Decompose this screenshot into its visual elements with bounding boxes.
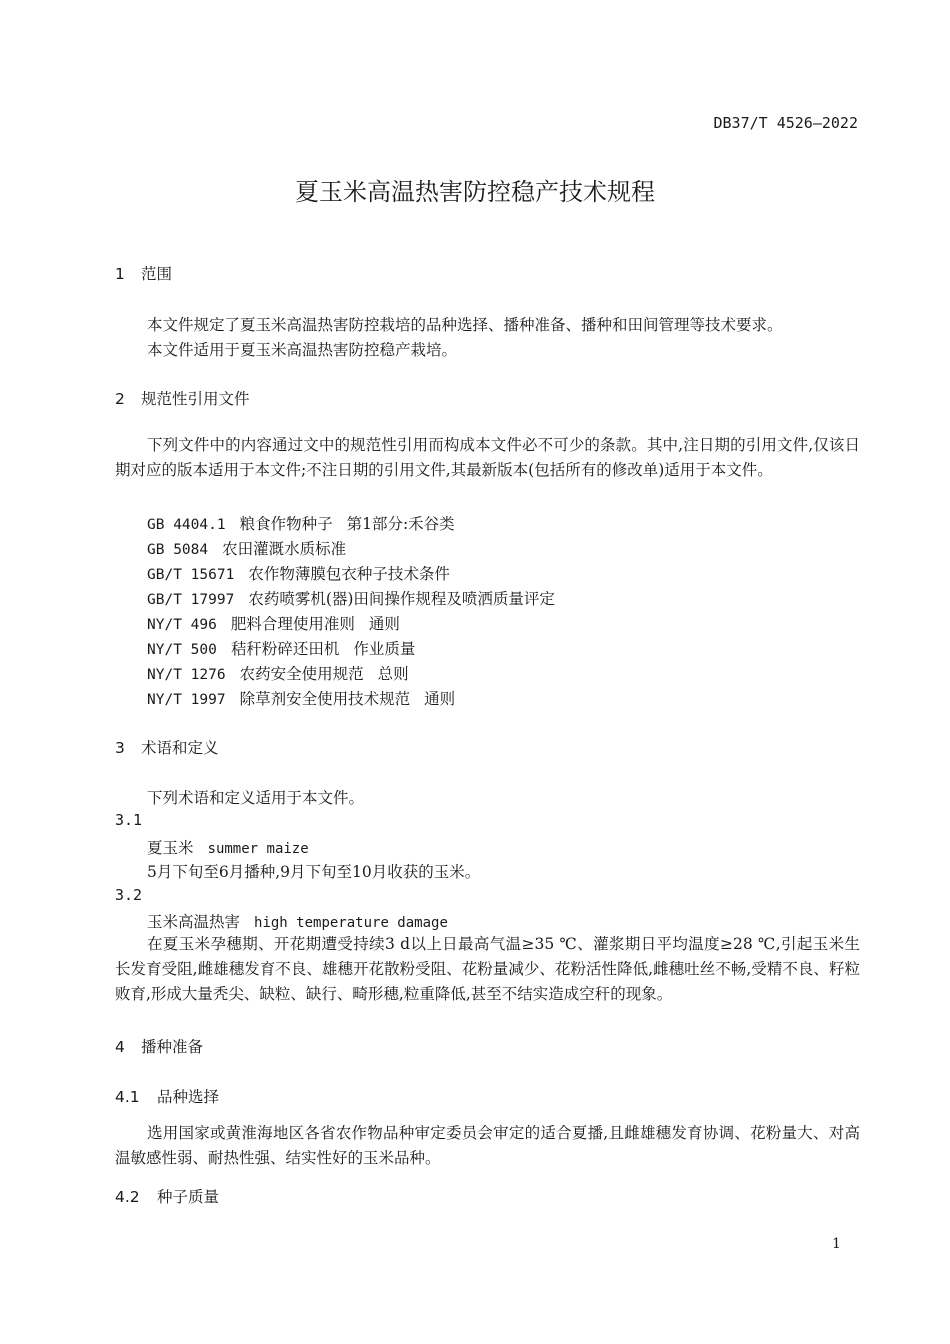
- reference-code: NY/T 500: [147, 642, 217, 658]
- term-zh: 玉米高温热害: [147, 913, 241, 931]
- reference-code: NY/T 496: [147, 617, 217, 633]
- reference-subtitle: 通则: [424, 690, 456, 708]
- reference-title: 农作物薄膜包衣种子技术条件: [248, 565, 450, 583]
- reference-title: 肥料合理使用准则: [230, 615, 355, 633]
- reference-item: [147, 537, 346, 559]
- reference-subtitle: 通则: [368, 615, 400, 633]
- term-definition: 在夏玉米孕穗期、开花期遭受持续3 d以上日最高气温≥35 ℃、灌浆期日平均温度≥28 ℃,引起玉米生长发育受阻,雌雄穗发育不良、雄穗开花散粉受阻、花粉量减少、花粉活性降低,雌穗吐丝不畅,受精不良、籽粒败育,形成大量秃尖、缺粒、缺行、畸形穗,粒重降低,甚至不结实造成空秆的现象。: [115, 935, 860, 1003]
- term-definition: 5月下旬至6月播种,9月下旬至10月收获的玉米。: [147, 863, 481, 881]
- subsection-number: 4.1: [115, 1088, 140, 1106]
- reference-subtitle: 作业质量: [353, 640, 416, 658]
- reference-code: GB 5084: [147, 542, 209, 558]
- reference-code: NY/T 1997: [147, 692, 226, 708]
- reference-code: GB/T 15671: [147, 567, 235, 583]
- section-title: 范围: [141, 265, 173, 283]
- section-number: 4: [115, 1038, 125, 1056]
- paragraph: 下列术语和定义适用于本文件。: [147, 789, 365, 807]
- subsection-number: 4.2: [115, 1188, 140, 1206]
- paragraph: 下列文件中的内容通过文中的规范性引用而构成本文件必不可少的条款。其中,注日期的引用文件,仅该日期对应的版本适用于本文件;不注日期的引用文件,其最新版本(包括所有的修改单)适用于本文件。: [115, 436, 860, 479]
- reference-item: [147, 587, 555, 609]
- subsection-heading-4-1: [115, 1085, 219, 1107]
- reference-item: [147, 612, 400, 634]
- reference-subtitle: 第1部分:禾谷类: [346, 515, 455, 533]
- section-title: 术语和定义: [141, 739, 219, 757]
- page-number: 1: [832, 1236, 841, 1252]
- reference-title: 秸秆粉碎还田机: [230, 640, 340, 658]
- reference-code: GB 4404.1: [147, 517, 226, 533]
- term-zh: 夏玉米: [147, 839, 194, 857]
- term-heading: [147, 836, 309, 858]
- term-number: 3.2: [115, 886, 143, 904]
- subsection-heading-4-2: [115, 1185, 219, 1207]
- paragraph: 选用国家或黄淮海地区各省农作物品种审定委员会审定的适合夏播,且雌雄穗发育协调、花粉量大、对高温敏感性弱、耐热性强、结实性好的玉米品种。: [115, 1124, 860, 1167]
- reference-item: [147, 637, 415, 659]
- section-heading-3: [115, 736, 219, 758]
- page-title: 夏玉米高温热害防控稳产技术规程: [295, 178, 655, 206]
- paragraph: 本文件适用于夏玉米高温热害防控稳产栽培。: [147, 341, 458, 359]
- section-number: 2: [115, 390, 125, 408]
- reference-item: [147, 512, 455, 534]
- reference-title: 除草剂安全使用技术规范: [239, 690, 411, 708]
- section-number: 3: [115, 739, 125, 757]
- reference-title: 农田灌溉水质标准: [222, 540, 347, 558]
- reference-subtitle: 总则: [377, 665, 409, 683]
- section-heading-1: [115, 262, 172, 284]
- section-heading-4: [115, 1035, 203, 1057]
- reference-item: [147, 687, 455, 709]
- section-title: 播种准备: [141, 1038, 204, 1056]
- reference-code: GB/T 17997: [147, 592, 235, 608]
- reference-title: 农药喷雾机(器)田间操作规程及喷洒质量评定: [248, 590, 555, 608]
- paragraph: 本文件规定了夏玉米高温热害防控栽培的品种选择、播种准备、播种和田间管理等技术要求。: [147, 316, 783, 334]
- reference-item: [147, 662, 409, 684]
- reference-title: 粮食作物种子: [239, 515, 333, 533]
- subsection-title: 种子质量: [157, 1188, 220, 1206]
- term-en: high temperature damage: [254, 915, 448, 931]
- section-heading-2: [115, 387, 250, 409]
- reference-title: 农药安全使用规范: [239, 665, 364, 683]
- term-number: 3.1: [115, 811, 143, 829]
- reference-item: [147, 562, 450, 584]
- term-en: summer maize: [207, 841, 309, 857]
- document-code: DB37/T 4526—2022: [713, 114, 858, 132]
- section-title: 规范性引用文件: [141, 390, 250, 408]
- section-number: 1: [115, 265, 125, 283]
- term-heading: [147, 910, 448, 932]
- subsection-title: 品种选择: [157, 1088, 220, 1106]
- reference-code: NY/T 1276: [147, 667, 226, 683]
